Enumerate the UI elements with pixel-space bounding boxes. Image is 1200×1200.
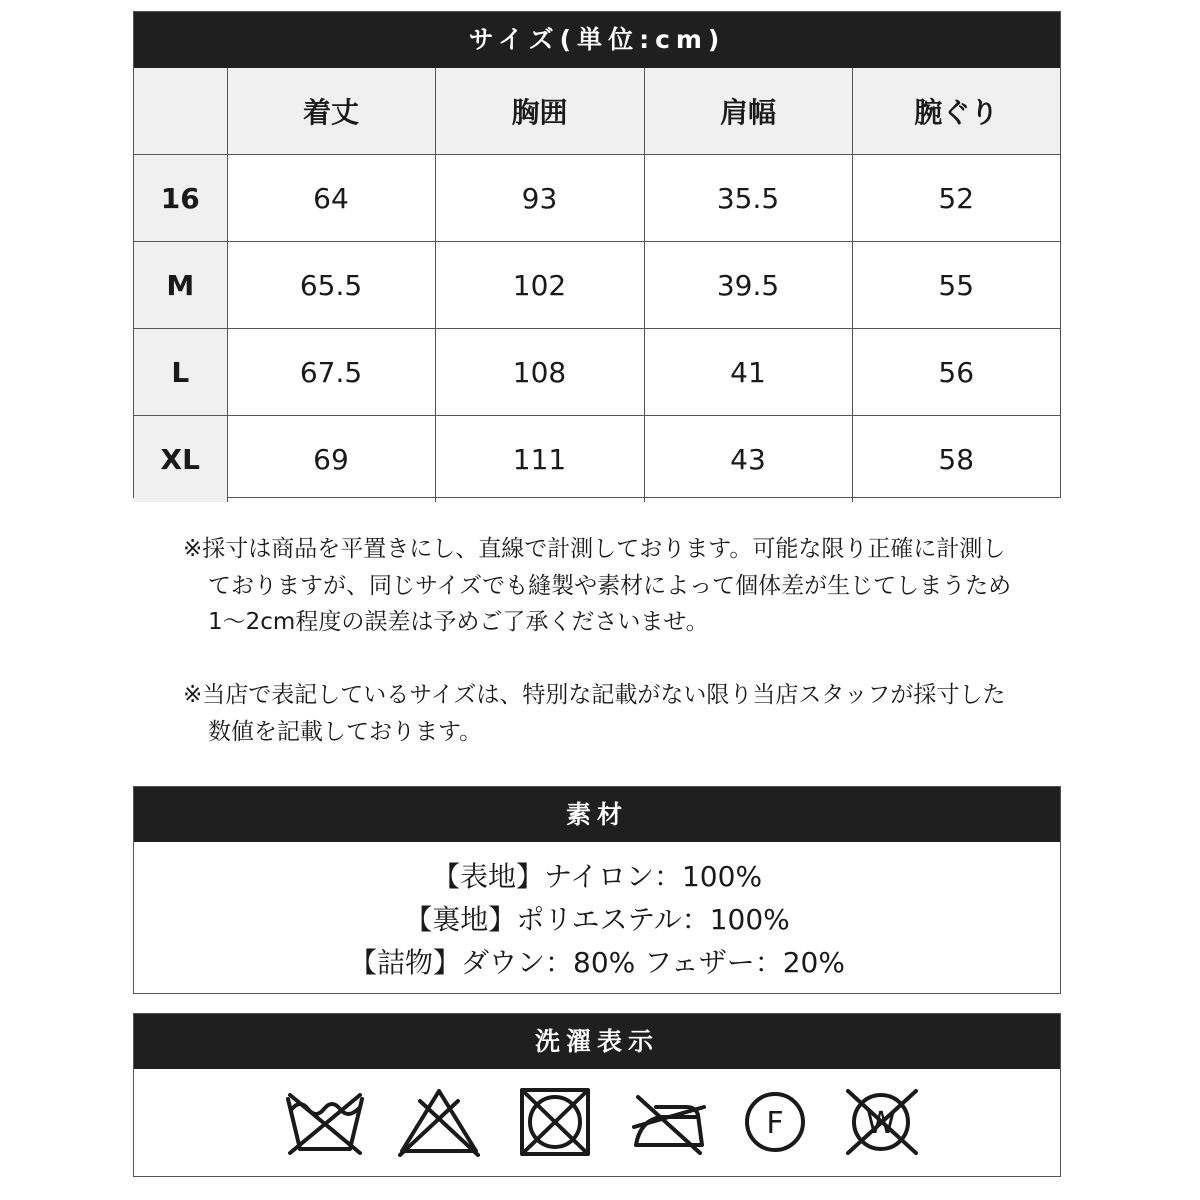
table-cell: 52: [852, 155, 1060, 242]
no-wet-clean-icon: [840, 1087, 922, 1157]
care-title: 洗濯表示: [134, 1014, 1060, 1069]
no-wash-icon: [284, 1087, 366, 1157]
table-cell: 58: [852, 416, 1060, 503]
care-icons-row: [134, 1069, 1060, 1176]
table-row: [134, 242, 1060, 329]
no-bleach-icon: [398, 1087, 480, 1157]
note-line: ※採寸は商品を平置きにし、直線で計測しております。可能な限り正確に計測し: [183, 536, 1006, 562]
table-cell: 69: [227, 416, 435, 503]
size-table-panel: [133, 11, 1061, 498]
size-label: M: [134, 242, 227, 329]
table-cell: 102: [435, 242, 644, 329]
table-row: [134, 329, 1060, 416]
table-cell: 93: [435, 155, 644, 242]
material-title: 素材: [134, 787, 1060, 842]
table-cell: 65.5: [227, 242, 435, 329]
note-line: 1～2cm程度の誤差は予めご了承くださいませ。: [208, 609, 709, 635]
table-cell: 64: [227, 155, 435, 242]
size-label: 16: [134, 155, 227, 242]
wet-clean-letter: W: [866, 1106, 896, 1141]
size-table: [134, 68, 1060, 502]
table-cell: 41: [644, 329, 852, 416]
table-cell: 111: [435, 416, 644, 503]
no-tumble-dry-icon: [514, 1087, 596, 1157]
table-row: [134, 155, 1060, 242]
table-cell: 56: [852, 329, 1060, 416]
material-panel: [133, 786, 1061, 994]
note-line: 数値を記載しております。: [208, 718, 483, 745]
care-panel: [133, 1013, 1061, 1177]
table-cell: 39.5: [644, 242, 852, 329]
table-row: [134, 416, 1060, 503]
material-line: 【裏地】ポリエステル：100%: [404, 903, 790, 936]
note-line: ※当店で表記しているサイズは、特別な記載がない限り当店スタッフが採寸した: [183, 682, 1006, 708]
size-label: L: [134, 329, 227, 416]
column-header: 腕ぐり: [852, 68, 1060, 155]
header-corner-cell: [134, 68, 227, 155]
size-table-header-row: [134, 68, 1060, 155]
size-table-title: サイズ(単位:cm): [134, 12, 1060, 68]
column-header: 肩幅: [644, 68, 852, 155]
table-cell: 55: [852, 242, 1060, 329]
column-header: 胸囲: [435, 68, 644, 155]
table-cell: 43: [644, 416, 852, 503]
dry-clean-letter: F: [766, 1106, 784, 1141]
table-cell: 67.5: [227, 329, 435, 416]
material-line: 【表地】ナイロン：100%: [431, 860, 763, 893]
table-cell: 35.5: [644, 155, 852, 242]
no-iron-icon: [628, 1087, 710, 1157]
dry-clean-f-icon: [734, 1087, 816, 1157]
size-label: XL: [134, 416, 227, 503]
material-line: 【詰物】ダウン：80% フェザー：20%: [349, 946, 845, 979]
measurement-note: [183, 531, 1073, 641]
note-line: ておりますが、同じサイズでも縫製や素材によって個体差が生じてしまうため: [208, 572, 1012, 599]
material-list: [134, 842, 1060, 984]
table-cell: 108: [435, 329, 644, 416]
size-notation-note: [183, 677, 1073, 750]
column-header: 着丈: [227, 68, 435, 155]
